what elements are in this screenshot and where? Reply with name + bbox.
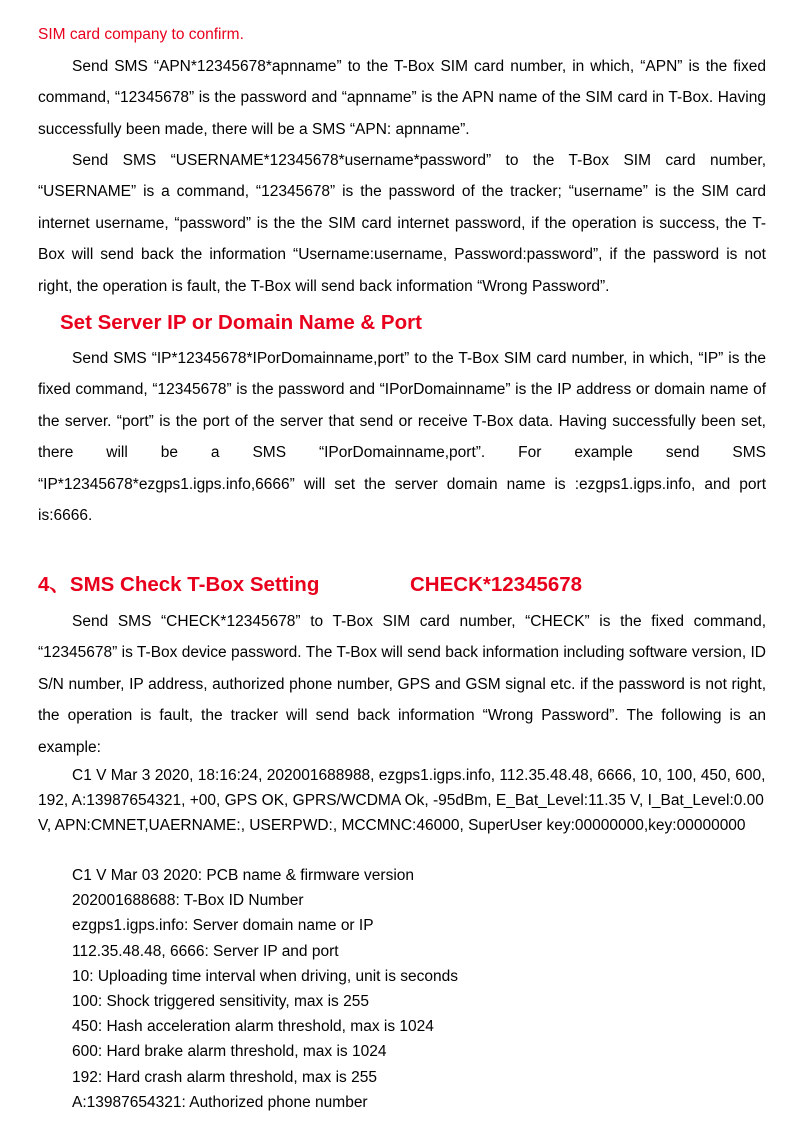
list-item: 112.35.48.48, 6666: Server IP and port <box>72 942 339 960</box>
list-item: 192: Hard crash alarm threshold, max is 255 <box>72 1068 377 1086</box>
check-command: CHECK*12345678 <box>410 573 583 596</box>
server-paragraph <box>38 343 766 531</box>
list-item: 10: Uploading time interval when driving, unit is seconds <box>72 967 458 985</box>
apn-paragraph-text: Send SMS “APN*12345678*apnname” to the T-Box SIM card number, in which, “APN” is the fixed command, “12345678” is the password and “apnname” is the APN name of the SIM card in T-Box. Having successfully been made, there will be a SMS “APN: apnname”. <box>38 58 766 138</box>
list-item: 600: Hard brake alarm threshold, max is 1024 <box>72 1043 387 1061</box>
server-section-heading: Set Server IP or Domain Name & Port <box>60 311 422 334</box>
list-item: ezgps1.igps.info: Server domain name or IP <box>72 917 374 935</box>
apn-paragraph <box>38 51 766 145</box>
username-paragraph-text: Send SMS “USERNAME*12345678*username*password” to the T-Box SIM card number, “USERNAME” is a command, “12345678” is the password of the tracker; “username” is the SIM card internet username, “password” is the the SIM card internet password, if the operation is success, the T-Box will send back the information “Username:username, Password:password”, if the password is not right, the operation is fault, the T-Box will send back information “Wrong Password”. <box>38 152 766 295</box>
check-paragraph <box>38 606 766 763</box>
list-item: 202001688688: T-Box ID Number <box>72 892 304 910</box>
field-description-list <box>72 863 458 1115</box>
list-item: 450: Hash acceleration alarm threshold, max is 1024 <box>72 1018 434 1036</box>
list-item: A:13987654321: Authorized phone number <box>72 1093 368 1111</box>
check-paragraph-text: Send SMS “CHECK*12345678” to T-Box SIM card number, “CHECK” is the fixed command, “12345678” is T-Box device password. The T-Box will send back information including software version, ID S/N number, IP address, authorized phone number, GPS and GSM signal etc. if the password is not right, the operation is fault, the tracker will send back information “Wrong Password”. The following is an example: <box>38 613 766 756</box>
username-paragraph <box>38 145 766 302</box>
check-section-title: 4、SMS Check T-Box Setting <box>38 573 320 596</box>
server-paragraph-text: Send SMS “IP*12345678*IPorDomainname,port” to the T-Box SIM card number, in which, “IP” is the fixed command, “12345678” is the password and “IPorDomainname” is the IP address or domain name of the server. “port” is the port of the server that send or receive T-Box data. Having successfully been set, there will be a SMS “IPorDomainname,port”. For example send SMS “IP*12345678*ezgps1.igps.info,6666” will set the server domain name is :ezgps1.igps.info, and port is:6666. <box>38 350 766 525</box>
check-section-heading <box>38 572 583 598</box>
list-item: 100: Shock triggered sensitivity, max is 255 <box>72 992 369 1010</box>
example-response-text: C1 V Mar 3 2020, 18:16:24, 202001688988, ezgps1.igps.info, 112.35.48.48, 6666, 10, 100, 450, 600, 192, A:13987654321, +00, GPS OK, GPRS/WCDMA Ok, -95dBm, E_Bat_Level:11.35 V, I_Bat_Level:0.00 V, APN:CMNET,UAERNAME:, USERPWD:, MCCMNC:46000, SuperUser key:00000000,key:00000000 <box>38 767 766 835</box>
example-response <box>38 763 768 839</box>
list-item: C1 V Mar 03 2020: PCB name & firmware version <box>72 867 414 884</box>
top-note: SIM card company to confirm. <box>38 26 244 43</box>
